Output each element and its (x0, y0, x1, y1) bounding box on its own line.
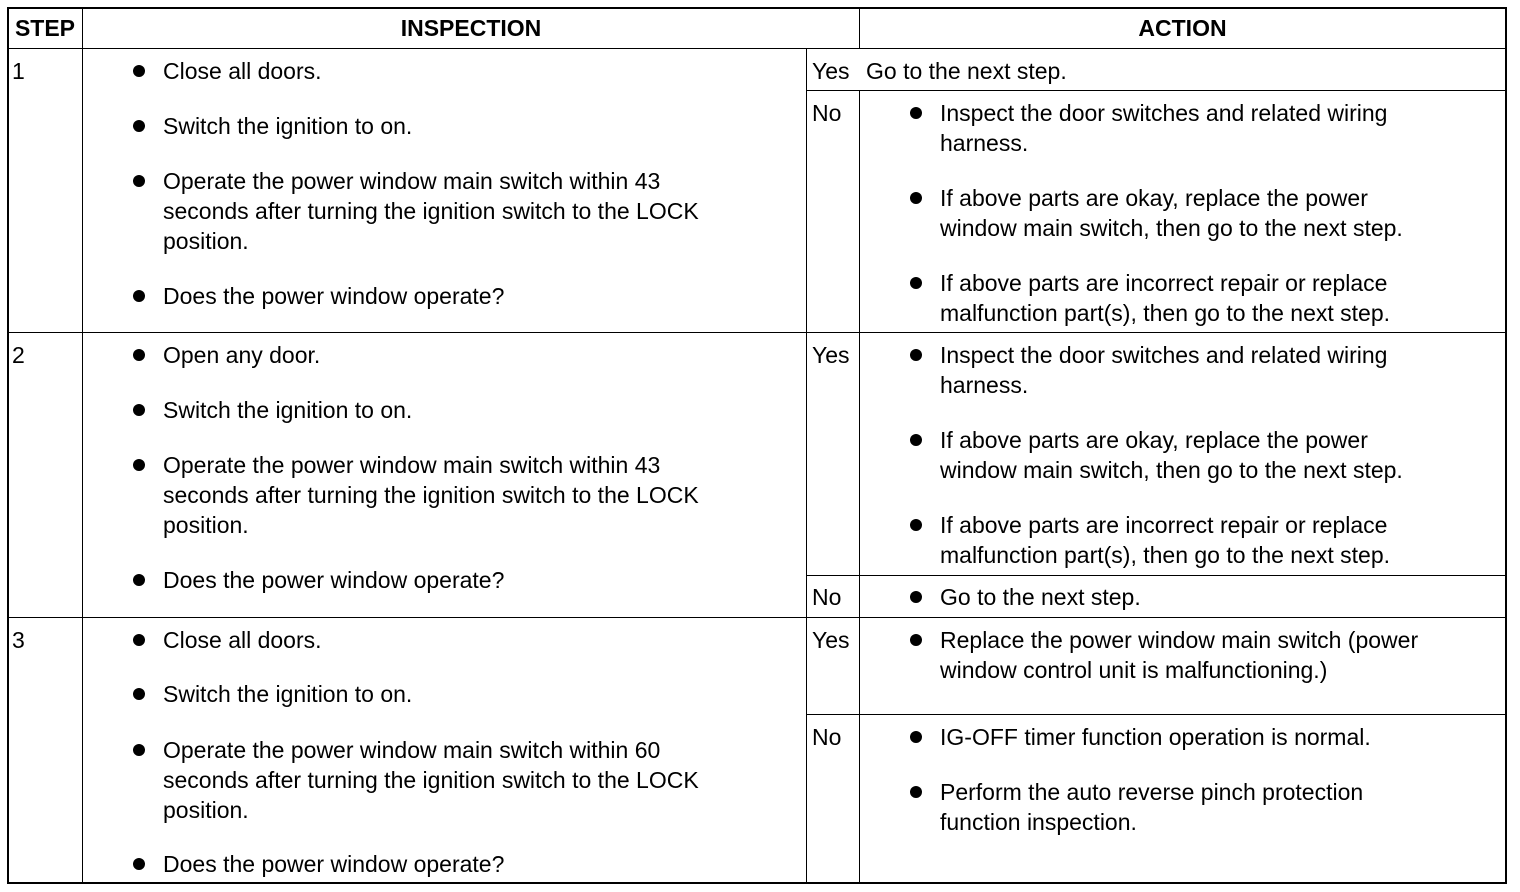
bullet-icon (133, 688, 145, 700)
bullet-icon (910, 107, 922, 119)
inspection-column-divider (806, 48, 807, 884)
action-text: window main switch, then go to the next step. (940, 215, 1403, 241)
inspection-text: position. (163, 228, 249, 254)
bullet-icon (910, 591, 922, 603)
no-label: No (812, 584, 842, 610)
header-inspection: INSPECTION (400, 15, 542, 41)
inspection-text: position. (163, 512, 249, 538)
step-number: 3 (12, 627, 25, 653)
bullet-icon (133, 404, 145, 416)
yes-label: Yes (812, 58, 850, 84)
bullet-icon (133, 634, 145, 646)
action-text: If above parts are incorrect repair or replace (940, 512, 1388, 538)
row3-yes-no-divider (806, 714, 1506, 715)
row1-yes-no-divider (806, 90, 1506, 91)
inspection-text: seconds after turning the ignition switch to the LOCK (163, 482, 699, 508)
action-text: If above parts are okay, replace the power (940, 427, 1368, 453)
step-column-divider (82, 7, 83, 884)
row-divider-1-2 (7, 332, 1507, 333)
action-text: If above parts are incorrect repair or replace (940, 270, 1388, 296)
row2-yes-no-divider (806, 575, 1506, 576)
inspection-text: Switch the ignition to on. (163, 397, 413, 423)
header-step: STEP (14, 15, 76, 41)
inspection-text: Does the power window operate? (163, 283, 505, 309)
action-text: Inspect the door switches and related wiring (940, 100, 1388, 126)
action-text: Replace the power window main switch (power (940, 627, 1419, 653)
action-text: Go to the next step. (940, 584, 1141, 610)
step-number: 2 (12, 342, 25, 368)
action-text: If above parts are okay, replace the power (940, 185, 1368, 211)
answer-column-divider (859, 90, 860, 884)
inspection-text: Switch the ignition to on. (163, 113, 413, 139)
no-label: No (812, 100, 842, 126)
action-text: Perform the auto reverse pinch protection (940, 779, 1364, 805)
border-left (7, 7, 9, 884)
bullet-icon (910, 731, 922, 743)
bullet-icon (133, 349, 145, 361)
action-text: window control unit is malfunctioning.) (940, 657, 1328, 683)
action-text: harness. (940, 130, 1029, 156)
header-action: ACTION (1138, 15, 1227, 41)
step-number: 1 (12, 58, 25, 84)
inspection-text: Operate the power window main switch within 43 (163, 168, 661, 194)
border-right (1505, 7, 1507, 884)
border-bottom (7, 882, 1507, 884)
inspection-text: Open any door. (163, 342, 321, 368)
action-text: IG-OFF timer function operation is normal. (940, 724, 1371, 750)
no-label: No (812, 724, 842, 750)
bullet-icon (133, 120, 145, 132)
inspection-text: Operate the power window main switch within 60 (163, 737, 661, 763)
bullet-icon (910, 349, 922, 361)
inspection-text: Does the power window operate? (163, 851, 505, 877)
bullet-icon (133, 459, 145, 471)
bullet-icon (133, 65, 145, 77)
bullet-icon (910, 634, 922, 646)
bullet-icon (910, 434, 922, 446)
action-text: malfunction part(s), then go to the next step. (940, 542, 1391, 568)
bullet-icon (133, 290, 145, 302)
row-divider-2-3 (7, 617, 1507, 618)
inspection-text: seconds after turning the ignition switch to the LOCK (163, 767, 699, 793)
action-text: Inspect the door switches and related wiring (940, 342, 1388, 368)
yes-label: Yes (812, 627, 850, 653)
bullet-icon (133, 175, 145, 187)
border-top (7, 7, 1507, 9)
action-text: malfunction part(s), then go to the next step. (940, 300, 1391, 326)
action-text: function inspection. (940, 809, 1137, 835)
action-text: window main switch, then go to the next step. (940, 457, 1403, 483)
inspection-text: Close all doors. (163, 58, 322, 84)
inspection-text: Switch the ignition to on. (163, 681, 413, 707)
bullet-icon (910, 786, 922, 798)
inspection-text: seconds after turning the ignition switch to the LOCK (163, 198, 699, 224)
header-divider (7, 48, 1507, 49)
inspection-text: Operate the power window main switch within 43 (163, 452, 661, 478)
bullet-icon (133, 574, 145, 586)
action-text: harness. (940, 372, 1029, 398)
inspection-text: position. (163, 797, 249, 823)
bullet-icon (910, 277, 922, 289)
bullet-icon (133, 858, 145, 870)
action-text: Go to the next step. (866, 58, 1067, 84)
yes-label: Yes (812, 342, 850, 368)
inspection-text: Close all doors. (163, 627, 322, 653)
inspection-text: Does the power window operate? (163, 567, 505, 593)
bullet-icon (133, 744, 145, 756)
bullet-icon (910, 192, 922, 204)
bullet-icon (910, 519, 922, 531)
